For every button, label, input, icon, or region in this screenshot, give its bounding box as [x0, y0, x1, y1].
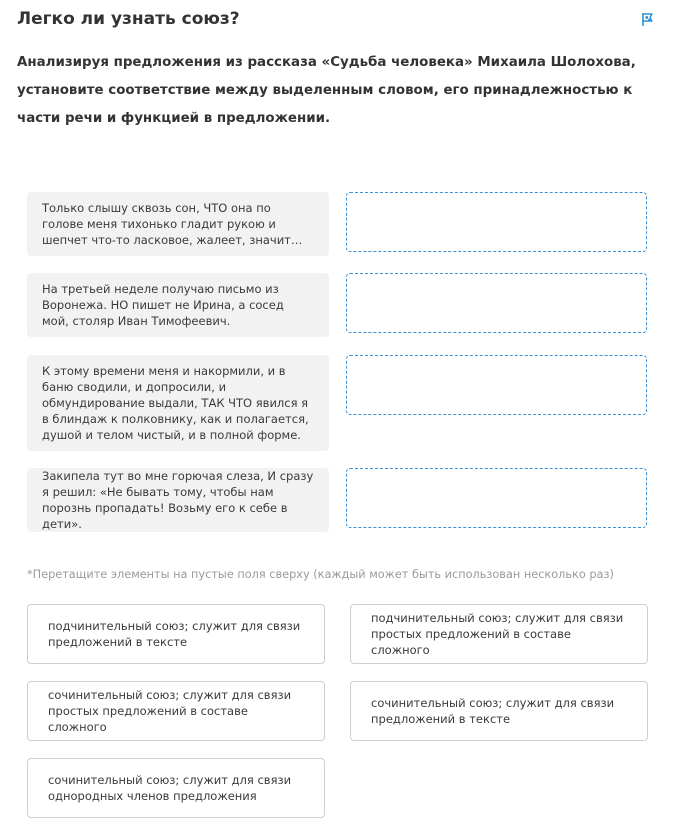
drop-zone-4[interactable] [346, 468, 647, 528]
flag-icon[interactable] [640, 11, 656, 27]
sentence-text: На третьей неделе получаю письмо из Воронежа. НО пишет не Ирина, а сосед мой, столяр Иван Тимофеевич. [42, 281, 284, 329]
option-label: сочинительный союз; служит для связи однородных членов предложения [48, 772, 292, 803]
page-title: Легко ли узнать союз? [17, 9, 240, 29]
sentence-card [27, 468, 329, 532]
sentence-card [27, 355, 329, 451]
sentence-text: Закипела тут во мне горючая слеза, И сразу я решил: «Не бывать тому, чтобы нам порознь пропадать! Возьму его к себе в дети». [42, 468, 314, 532]
option-label: подчинительный союз; служит для связи предложений в тексте [48, 618, 301, 649]
drag-hint: *Перетащите элементы на пустые поля сверху (каждый может быть использован несколько раз) [27, 568, 614, 581]
sentence-text: Только слышу сквозь сон, ЧТО она по голове меня тихонько гладит рукою и шепчет что-то ласковое, жалеет, значит… [42, 200, 303, 248]
sentence-card [27, 273, 329, 337]
option-card[interactable] [350, 604, 648, 664]
option-label: сочинительный союз; служит для связи простых предложений в составе сложного [48, 687, 292, 735]
option-label: сочинительный союз; служит для связи предложений в тексте [371, 695, 615, 726]
option-card[interactable] [27, 758, 325, 818]
option-card[interactable] [27, 681, 325, 741]
drop-zone-2[interactable] [346, 273, 647, 333]
option-card[interactable] [350, 681, 648, 741]
drop-zone-1[interactable] [346, 192, 647, 252]
option-card[interactable] [27, 604, 325, 664]
sentence-text: К этому времени меня и накормили, и в баню сводили, и допросили, и обмундирование выдали, ТАК ЧТО явился я в блиндаж к полковнику, как и полагается, душой и телом чистый, и в полной форме. [42, 363, 309, 443]
option-label: подчинительный союз; служит для связи простых предложений в составе сложного [371, 610, 624, 658]
task-instruction: Анализируя предложения из рассказа «Судьба человека» Михаила Шолохова, установите соответствие между выделенным словом, его принадлежностью к части речи и функцией в предложении. [17, 55, 636, 126]
sentence-card [27, 192, 329, 256]
drop-zone-3[interactable] [346, 355, 647, 415]
